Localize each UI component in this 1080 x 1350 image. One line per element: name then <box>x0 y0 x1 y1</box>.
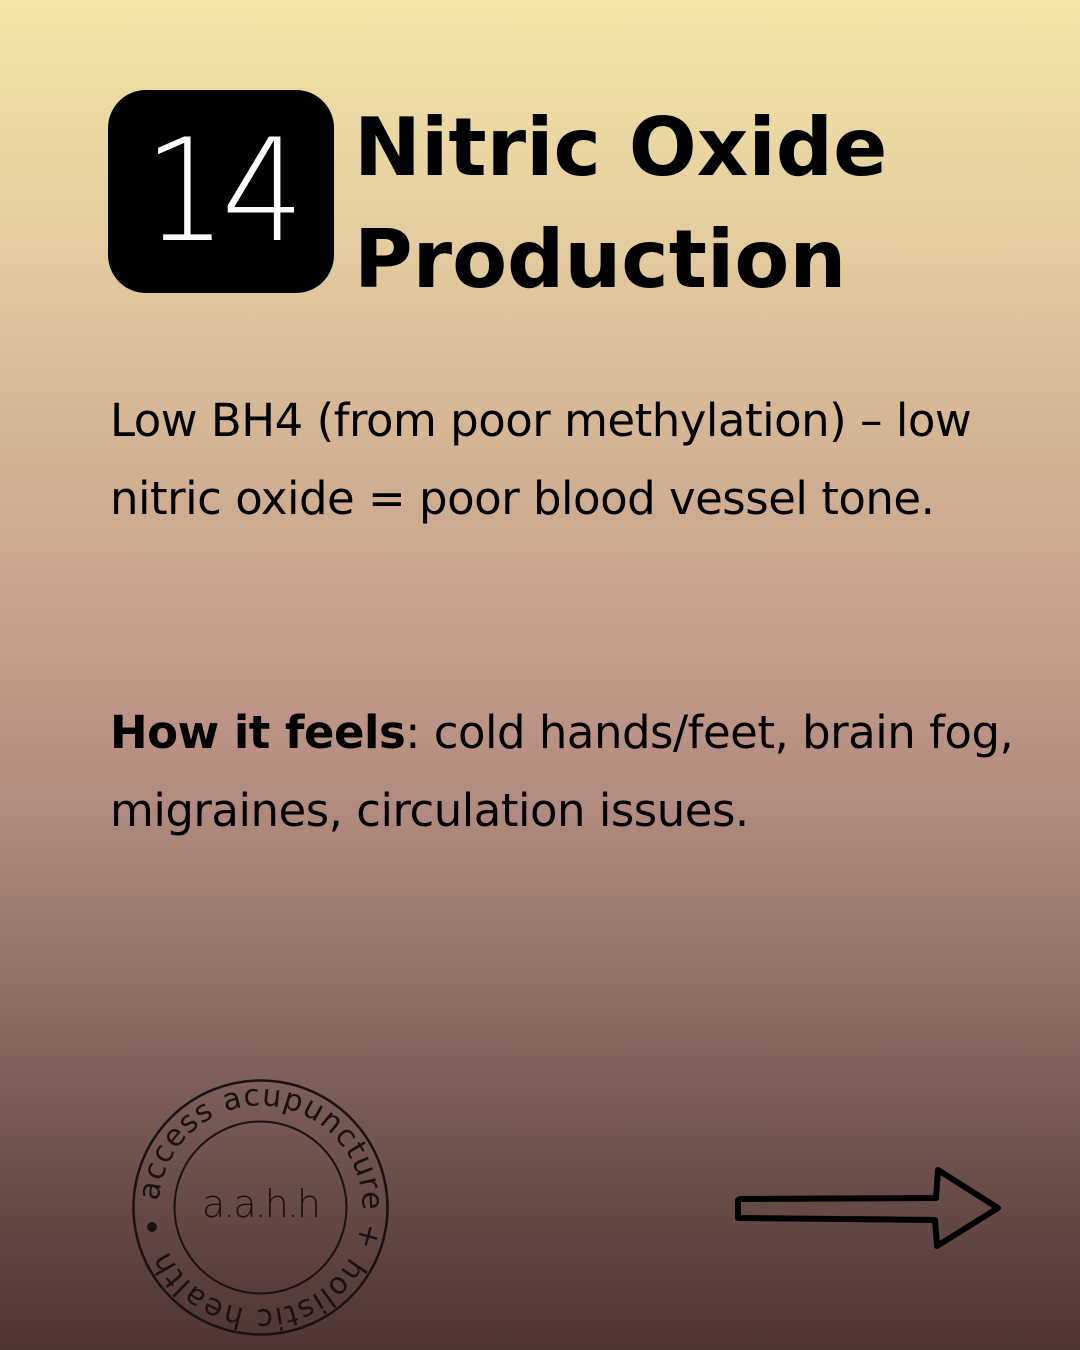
how-it-feels-paragraph <box>110 694 1060 850</box>
how-it-feels-text: : cold hands/feet, brain fog, migraines, circulation issues. <box>110 706 1014 837</box>
page-title <box>354 92 887 316</box>
badge-number: 14 <box>143 108 299 274</box>
title-line-1: Nitric Oxide <box>354 101 888 194</box>
description-paragraph: Low BH4 (from poor methylation) – low nitric oxide = poor blood vessel tone. <box>110 394 972 525</box>
logo-center-text: a.a.h.h <box>202 1182 319 1226</box>
how-it-feels-label: How it feels <box>110 706 406 759</box>
title-line-2: Production <box>354 213 847 306</box>
brand-logo-stamp <box>128 1075 393 1340</box>
logo-ring-text: access acupuncture + holistic health <box>131 1078 390 1337</box>
right-arrow-icon[interactable] <box>730 1160 1010 1255</box>
number-badge <box>108 90 334 293</box>
